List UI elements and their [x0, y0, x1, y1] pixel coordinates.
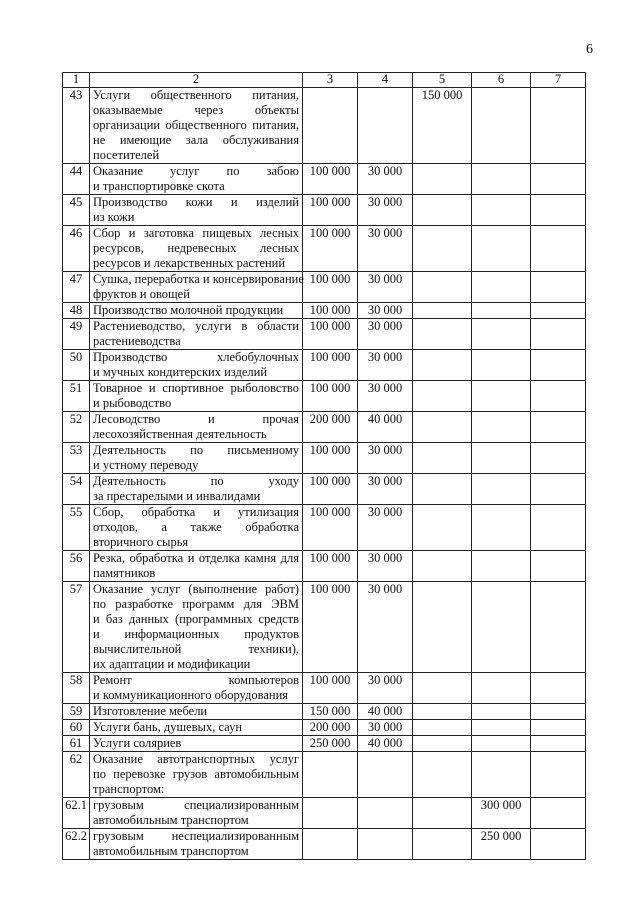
activity-description	[90, 195, 303, 226]
value-cell-c7	[531, 272, 586, 303]
table-row	[63, 505, 586, 551]
row-number: 57	[63, 582, 90, 673]
description-line: Производство молочной продукции	[93, 303, 284, 317]
value-cell-c3: 100 000	[303, 505, 358, 551]
description-line: Производство хлебобулочных	[93, 350, 299, 364]
value-cell-c3: 100 000	[303, 381, 358, 412]
value-cell-c7	[531, 381, 586, 412]
description-line: из кожи	[93, 210, 135, 224]
value-cell-c7	[531, 582, 586, 673]
description-line: организации общественного питания,	[93, 118, 299, 132]
value-cell-c5	[413, 582, 472, 673]
description-line: Оказание услуг (выполнение работ)	[93, 582, 299, 596]
value-cell-c4: 30 000	[358, 443, 413, 474]
value-cell-c6	[472, 582, 531, 673]
value-cell-c6	[472, 350, 531, 381]
activity-description	[90, 505, 303, 551]
description-line: посетителей	[93, 148, 160, 162]
value-cell-c7	[531, 720, 586, 736]
table-row	[63, 226, 586, 272]
value-cell-c5	[413, 829, 472, 860]
value-cell-c5	[413, 704, 472, 720]
value-cell-c7	[531, 303, 586, 319]
value-cell-c7	[531, 704, 586, 720]
description-line: транспортом:	[93, 782, 165, 796]
value-cell-c4	[358, 829, 413, 860]
row-number: 43	[63, 88, 90, 164]
value-cell-c7	[531, 88, 586, 164]
value-cell-c4: 30 000	[358, 195, 413, 226]
value-cell-c6	[472, 704, 531, 720]
value-cell-c7	[531, 551, 586, 582]
value-cell-c5	[413, 551, 472, 582]
activity-description	[90, 474, 303, 505]
description-line: и рыбоводство	[93, 396, 172, 410]
value-cell-c7	[531, 412, 586, 443]
header-cell: 7	[531, 73, 586, 88]
description-line: Резка, обработка и отделка камня для	[93, 551, 299, 565]
value-cell-c5	[413, 195, 472, 226]
row-number: 62.2	[63, 829, 90, 860]
value-cell-c3: 200 000	[303, 412, 358, 443]
row-number: 46	[63, 226, 90, 272]
value-cell-c7	[531, 164, 586, 195]
table-row	[63, 88, 586, 164]
header-cell: 6	[472, 73, 531, 88]
row-number: 56	[63, 551, 90, 582]
description-line: Оказание автотранспортных услуг	[93, 752, 299, 766]
value-cell-c4	[358, 798, 413, 829]
description-line: грузовым специализированным	[93, 798, 299, 812]
value-cell-c6	[472, 381, 531, 412]
value-cell-c3: 100 000	[303, 164, 358, 195]
row-number: 53	[63, 443, 90, 474]
description-line: лесохозяйственная деятельность	[93, 427, 267, 441]
value-cell-c3: 100 000	[303, 303, 358, 319]
value-cell-c6	[472, 720, 531, 736]
value-cell-c3	[303, 798, 358, 829]
description-line: ресурсов, недревесных лесных	[93, 241, 299, 255]
value-cell-c4	[358, 88, 413, 164]
activity-description	[90, 303, 303, 319]
value-cell-c3	[303, 88, 358, 164]
value-cell-c4: 30 000	[358, 381, 413, 412]
value-cell-c4: 30 000	[358, 303, 413, 319]
value-cell-c7	[531, 474, 586, 505]
description-line: памятников	[93, 566, 156, 580]
value-cell-c5	[413, 673, 472, 704]
value-cell-c7	[531, 226, 586, 272]
value-cell-c5	[413, 226, 472, 272]
value-cell-c4: 30 000	[358, 272, 413, 303]
value-cell-c4: 40 000	[358, 736, 413, 752]
value-cell-c5	[413, 474, 472, 505]
description-line: автомобильным транспортом	[93, 844, 249, 858]
value-cell-c3: 150 000	[303, 704, 358, 720]
value-cell-c7	[531, 673, 586, 704]
header-cell: 5	[413, 73, 472, 88]
value-cell-c3: 100 000	[303, 226, 358, 272]
activity-description	[90, 551, 303, 582]
activity-description	[90, 736, 303, 752]
row-number: 58	[63, 673, 90, 704]
description-line: Сушка, переработка и консервирование	[93, 272, 304, 286]
table-row	[63, 303, 586, 319]
description-line: вторичного сырья	[93, 535, 189, 549]
row-number: 48	[63, 303, 90, 319]
description-line: и информационных продуктов	[93, 627, 299, 641]
table-row	[63, 195, 586, 226]
activity-description	[90, 350, 303, 381]
value-cell-c4: 30 000	[358, 673, 413, 704]
value-cell-c5	[413, 443, 472, 474]
value-cell-c4: 30 000	[358, 164, 413, 195]
value-cell-c4: 30 000	[358, 720, 413, 736]
value-cell-c6	[472, 303, 531, 319]
description-line: растениеводства	[93, 334, 181, 348]
header-cell: 2	[90, 73, 303, 88]
activity-description	[90, 226, 303, 272]
value-cell-c6	[472, 164, 531, 195]
activity-description	[90, 272, 303, 303]
table-row	[63, 381, 586, 412]
description-line: грузовым неспециализированным	[93, 829, 299, 843]
row-number: 55	[63, 505, 90, 551]
row-number: 52	[63, 412, 90, 443]
value-cell-c5	[413, 381, 472, 412]
row-number: 45	[63, 195, 90, 226]
activity-description	[90, 704, 303, 720]
value-cell-c5	[413, 412, 472, 443]
value-cell-c3: 100 000	[303, 443, 358, 474]
value-cell-c6	[472, 673, 531, 704]
value-cell-c6	[472, 736, 531, 752]
description-line: автомобильным транспортом	[93, 813, 249, 827]
value-cell-c4: 40 000	[358, 412, 413, 443]
row-number: 47	[63, 272, 90, 303]
value-cell-c6	[472, 412, 531, 443]
description-line: Растениеводство, услуги в области	[93, 319, 299, 333]
value-cell-c5	[413, 303, 472, 319]
value-cell-c3	[303, 752, 358, 798]
value-cell-c3	[303, 829, 358, 860]
value-cell-c4: 30 000	[358, 319, 413, 350]
table-row	[63, 704, 586, 720]
value-cell-c4: 30 000	[358, 226, 413, 272]
activity-description	[90, 582, 303, 673]
row-number: 59	[63, 704, 90, 720]
table-row	[63, 720, 586, 736]
description-line: и устному переводу	[93, 458, 199, 472]
value-cell-c4: 30 000	[358, 505, 413, 551]
value-cell-c7	[531, 736, 586, 752]
description-line: Услуги соляриев	[93, 736, 182, 750]
value-cell-c7	[531, 798, 586, 829]
description-line: Изготовление мебели	[93, 704, 208, 718]
value-cell-c6	[472, 474, 531, 505]
description-line: Лесоводство и прочая	[93, 412, 299, 426]
description-line: Услуги бань, душевых, саун	[93, 720, 243, 734]
table-row	[63, 443, 586, 474]
description-line: и транспортировке скота	[93, 179, 225, 193]
activity-description	[90, 319, 303, 350]
table-row	[63, 319, 586, 350]
header-cell: 1	[63, 73, 90, 88]
activity-description	[90, 673, 303, 704]
activity-description	[90, 443, 303, 474]
description-line: Оказание услуг по забою	[93, 164, 299, 178]
table-row	[63, 673, 586, 704]
table-row	[63, 164, 586, 195]
value-cell-c3: 100 000	[303, 195, 358, 226]
value-cell-c7	[531, 752, 586, 798]
description-line: их адаптации и модификации	[93, 657, 251, 671]
table-row	[63, 798, 586, 829]
row-number: 60	[63, 720, 90, 736]
description-line: Сбор, обработка и утилизация	[93, 505, 299, 519]
value-cell-c6	[472, 505, 531, 551]
description-line: и коммуникационного оборудования	[93, 688, 289, 702]
value-cell-c6: 250 000	[472, 829, 531, 860]
description-line: ресурсов и лекарственных растений	[93, 256, 286, 270]
description-line: Сбор и заготовка пищевых лесных	[93, 226, 299, 240]
description-line: не имеющие зала обслуживания	[93, 133, 299, 147]
value-cell-c3: 100 000	[303, 582, 358, 673]
value-cell-c4	[358, 752, 413, 798]
value-cell-c5	[413, 164, 472, 195]
table-row	[63, 350, 586, 381]
value-cell-c6	[472, 319, 531, 350]
value-cell-c3: 100 000	[303, 474, 358, 505]
value-cell-c6	[472, 752, 531, 798]
value-cell-c3: 200 000	[303, 720, 358, 736]
table-row	[63, 752, 586, 798]
activity-description	[90, 88, 303, 164]
table-row	[63, 582, 586, 673]
header-cell: 3	[303, 73, 358, 88]
value-cell-c5	[413, 319, 472, 350]
row-number: 44	[63, 164, 90, 195]
value-cell-c7	[531, 829, 586, 860]
value-cell-c5	[413, 736, 472, 752]
description-line: по перевозке грузов автомобильным	[93, 767, 299, 781]
value-cell-c3: 100 000	[303, 673, 358, 704]
value-cell-c5	[413, 272, 472, 303]
row-number: 50	[63, 350, 90, 381]
value-cell-c7	[531, 195, 586, 226]
value-cell-c6	[472, 272, 531, 303]
row-number: 49	[63, 319, 90, 350]
activity-description	[90, 829, 303, 860]
description-line: оказываемые через объекты	[93, 103, 299, 117]
tax-rates-table	[62, 72, 586, 860]
value-cell-c6	[472, 551, 531, 582]
value-cell-c5	[413, 720, 472, 736]
value-cell-c6	[472, 443, 531, 474]
description-line: Деятельность по письменному	[93, 443, 299, 457]
value-cell-c5	[413, 505, 472, 551]
table-row	[63, 272, 586, 303]
table-row	[63, 551, 586, 582]
value-cell-c6: 300 000	[472, 798, 531, 829]
row-number: 61	[63, 736, 90, 752]
value-cell-c6	[472, 88, 531, 164]
value-cell-c6	[472, 226, 531, 272]
description-line: отходов, а также обработка	[93, 520, 299, 534]
activity-description	[90, 381, 303, 412]
value-cell-c4: 30 000	[358, 582, 413, 673]
table-row	[63, 829, 586, 860]
value-cell-c6	[472, 195, 531, 226]
header-row	[63, 73, 586, 88]
row-number: 62	[63, 752, 90, 798]
value-cell-c5: 150 000	[413, 88, 472, 164]
description-line: Деятельность по уходу	[93, 474, 299, 488]
value-cell-c7	[531, 319, 586, 350]
description-line: Производство кожи и изделий	[93, 195, 299, 209]
description-line: Товарное и спортивное рыболовство	[93, 381, 299, 395]
value-cell-c4: 40 000	[358, 704, 413, 720]
activity-description	[90, 720, 303, 736]
value-cell-c5	[413, 350, 472, 381]
table-row	[63, 736, 586, 752]
value-cell-c7	[531, 443, 586, 474]
activity-description	[90, 798, 303, 829]
description-line: вычислительной техники),	[93, 642, 299, 656]
value-cell-c4: 30 000	[358, 350, 413, 381]
page-number: 6	[586, 42, 593, 57]
value-cell-c3: 100 000	[303, 319, 358, 350]
description-line: за престарелыми и инвалидами	[93, 489, 261, 503]
value-cell-c5	[413, 798, 472, 829]
value-cell-c3: 100 000	[303, 350, 358, 381]
activity-description	[90, 412, 303, 443]
row-number: 62.1	[63, 798, 90, 829]
value-cell-c3: 250 000	[303, 736, 358, 752]
description-line: по разработке программ для ЭВМ	[93, 597, 299, 611]
row-number: 51	[63, 381, 90, 412]
description-line: фруктов и овощей	[93, 287, 190, 301]
description-line: Услуги общественного питания,	[93, 88, 299, 102]
value-cell-c3: 100 000	[303, 272, 358, 303]
table-row	[63, 412, 586, 443]
value-cell-c7	[531, 505, 586, 551]
activity-description	[90, 164, 303, 195]
row-number: 54	[63, 474, 90, 505]
value-cell-c7	[531, 350, 586, 381]
description-line: Ремонт компьютеров	[93, 673, 299, 687]
value-cell-c4: 30 000	[358, 474, 413, 505]
header-cell: 4	[358, 73, 413, 88]
activity-description	[90, 752, 303, 798]
description-line: и мучных кондитерских изделий	[93, 365, 268, 379]
value-cell-c4: 30 000	[358, 551, 413, 582]
value-cell-c5	[413, 752, 472, 798]
table-row	[63, 474, 586, 505]
value-cell-c3: 100 000	[303, 551, 358, 582]
description-line: и баз данных (программных средств	[93, 612, 299, 626]
